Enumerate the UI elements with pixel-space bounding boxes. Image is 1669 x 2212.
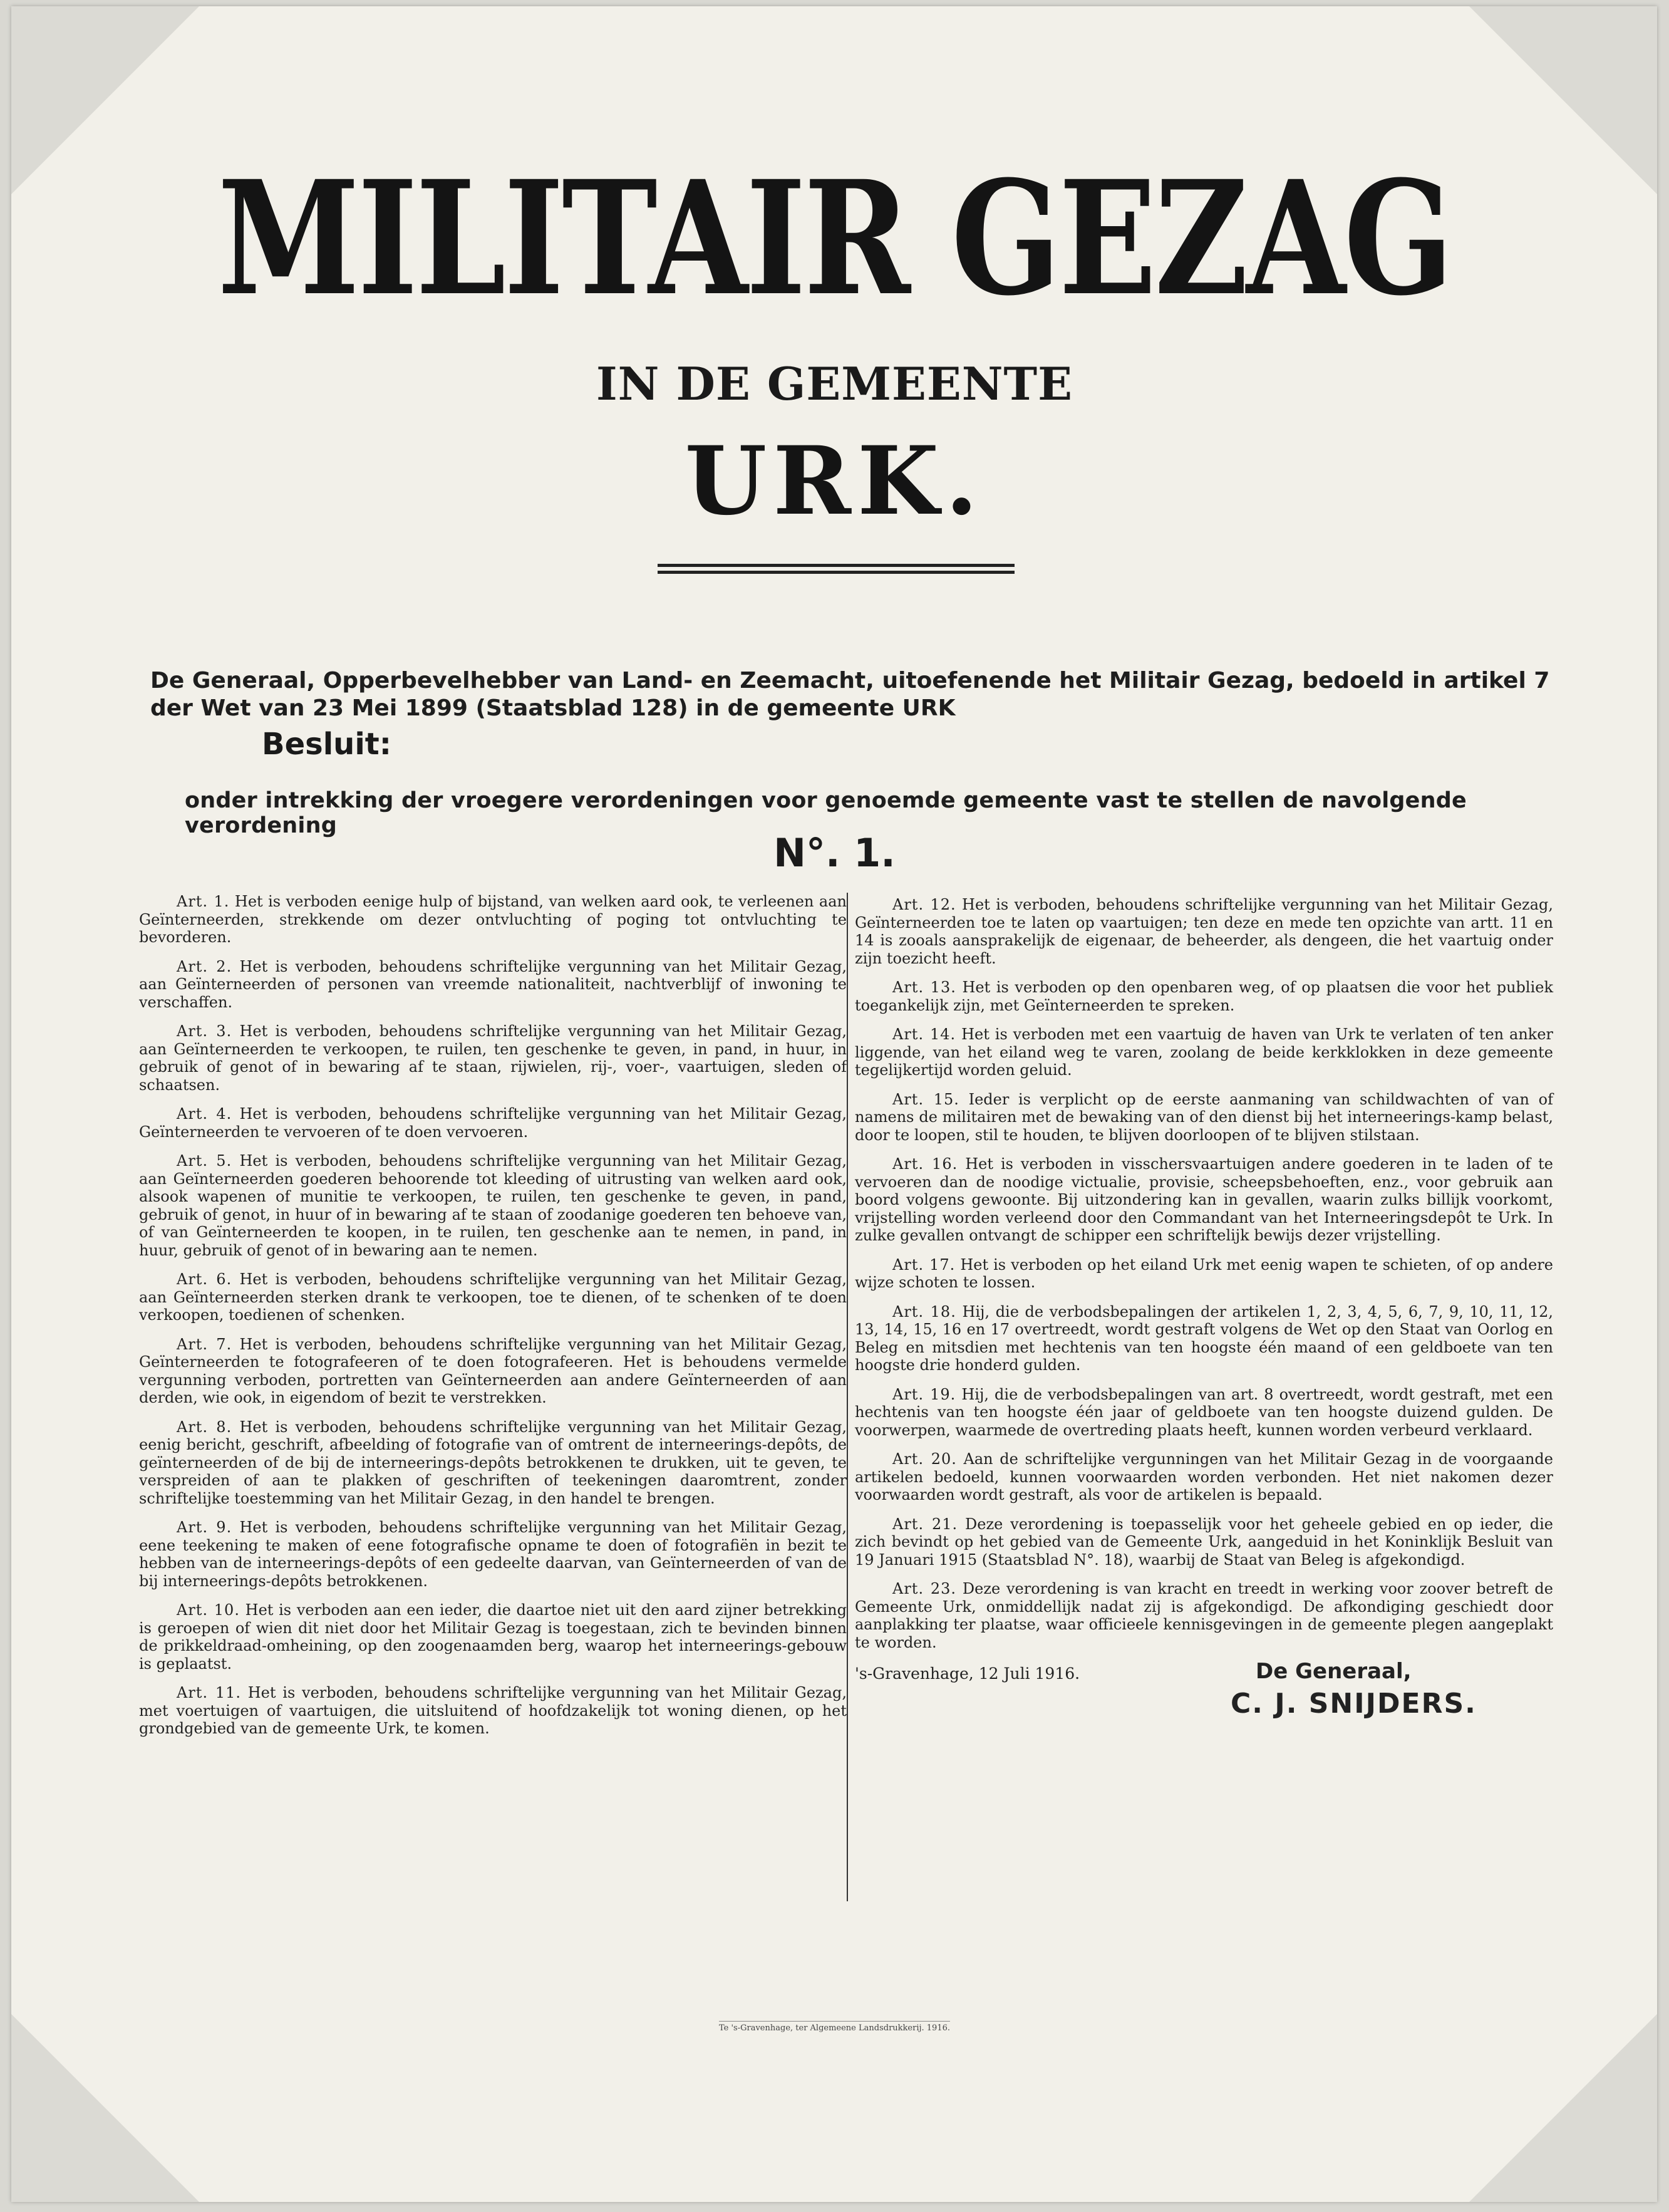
signature-name: C. J. SNIJDERS.	[1231, 1688, 1477, 1720]
article-label: Art. 20.	[892, 1450, 957, 1468]
article-label: Art. 1.	[177, 893, 230, 910]
article	[855, 1155, 1553, 1245]
signature-block	[855, 1659, 1553, 1720]
signature-date: 's-Gravenhage, 12 Juli 1916.	[855, 1664, 1080, 1683]
article-label: Art. 13.	[892, 979, 956, 996]
article	[855, 1303, 1553, 1374]
poster-place: URK.	[685, 426, 984, 536]
article-text: Deze verordening is toepasselijk voor het geheele gebied en op ieder, die zich bevindt op het gebied van de Gemeente Urk, aangeduid in het Koninklijk Besluit van 19 Januari 1915 (Staatsblad N°. 18), waarbij de Staat van Beleg is afgekondigd.	[855, 1515, 1554, 1569]
article-text: Het is verboden op het eiland Urk met eenig wapen te schieten, of op andere wijze schoten te lossen.	[855, 1255, 1553, 1291]
article-text: Het is verboden, behoudens schriftelijke vergunning van het Militair Gezag, Geïnterneerden te vervoeren of te doen vervoeren.	[139, 1105, 847, 1141]
article-label: Art. 16.	[892, 1155, 958, 1173]
article	[139, 1270, 847, 1324]
article	[139, 1105, 847, 1141]
ordinance-number: N°. 1.	[773, 830, 896, 876]
article-text: Het is verboden, behoudens schriftelijke vergunning van het Militair Gezag, aan Geïnterneerden of personen van vreemde nationaliteit, nachtverblijf of inwoning te verschaffen.	[139, 957, 847, 1011]
double-rule-divider	[658, 564, 1015, 574]
article-text: Het is verboden, behoudens schriftelijke vergunning van het Militair Gezag, eenig bericht, geschrift, afbeelding of fotografie van of omtrent de interneerings-depôts, de geïnterneerden of de bij de interneerings-depôts betrokkenen te drukken, uit te geven, te verspreiden of aan te plakken of geschriften of teekeningen daaromtrent, zonder schriftelijke toestemming van het Militair Gezag, in den handel te brengen.	[139, 1418, 847, 1507]
article	[139, 893, 847, 947]
besluit-text: onder intrekking der vroegere verordeningen voor genoemde gemeente vast te stellen de navolgende verordening	[185, 788, 1467, 838]
article-text: Het is verboden op den openbaren weg, of op plaatsen die voor het publiek toegankelijk zijn, met Geïnterneerden te spreken.	[855, 979, 1553, 1014]
article-text: Het is verboden, behoudens schriftelijke vergunning van het Militair Gezag, aan Geïnterneerden te verkoopen, te ruilen, ten geschenke te geven, in pand, in huur, in gebruik of genot of in bewaring af te staan, rijwielen, rij-, voer-, vaartuigen, sleden of schaatsen.	[139, 1022, 847, 1094]
article-label: Art. 10.	[177, 1601, 240, 1619]
printer-text: Te 's-Gravenhage, ter Algemeene Landsdrukkerij. 1916.	[719, 2021, 950, 2033]
article	[855, 1386, 1553, 1440]
article-label: Art. 4.	[177, 1105, 232, 1123]
article	[139, 1418, 847, 1508]
article-text: Het is verboden, behoudens schriftelijke vergunning van het Militair Gezag, met voertuigen of vaartuigen, die uitsluitend of hoofdzakelijk tot woning dienen, op het grondgebied van de gemeente Urk, te komen.	[139, 1684, 847, 1737]
article	[139, 958, 847, 1012]
article-text: Het is verboden eenige hulp of bijstand, van welken aard ook, te verleenen aan Geïnterneerden, strekkende om dezer ontvluchting of poging tot ontvluchting te bevorderen.	[139, 893, 847, 946]
left-article-column	[139, 893, 847, 1749]
intro-paragraph: De Generaal, Opperbevelhebber van Land- en Zeemacht, uitoefenende het Militair Gezag, bedoeld in artikel 7 der Wet van 23 Mei 1899 (Staatsblad 128) in de gemeente URK	[150, 668, 1550, 721]
article	[139, 1336, 847, 1407]
article-label: Art. 18.	[892, 1302, 956, 1321]
article-label: Art. 17.	[892, 1255, 956, 1274]
article-text: Het is verboden, behoudens schriftelijke vergunning van het Militair Gezag, aan Geïnterneerden sterken drank te verkoopen, toe te dienen, of te schenken of te doen verkoopen, toedienen of schenken.	[139, 1270, 847, 1324]
article	[139, 1022, 847, 1094]
article	[855, 1450, 1553, 1504]
article	[139, 1684, 847, 1738]
article-text: Ieder is verplicht op de eerste aanmaning van schildwachten of van of namens de militairen met de bewaking van of den dienst bij het interneerings-kamp belast, door te loopen, stil te houden, te blijven doorloopen of te blijven stilstaan.	[855, 1090, 1553, 1144]
article	[855, 1515, 1553, 1569]
photo-corner	[1469, 2014, 1657, 2202]
article-label: Art. 7.	[177, 1335, 232, 1353]
article-label: Art. 9.	[177, 1519, 232, 1536]
article-label: Art. 15.	[892, 1090, 959, 1108]
article-text: Het is verboden aan een ieder, die daartoe niet uit den aard zijner betrekking is geroepen of wien dit niet door het Militair Gezag is toegestaan, zich te bevinden binnen de prikkeldraad-omheining, op den zoogenaamden berg, waarop het interneerings-gebouw is geplaatst.	[139, 1601, 847, 1673]
article-label: Art. 2.	[177, 957, 232, 975]
poster-title: MILITAIR GEZAG	[217, 146, 1452, 330]
article-text: Het is verboden in visschersvaartuigen andere goederen in te laden of te vervoeren dan de noodige victualie, provisie, scheepsbehoeften, enz., voor gebruik aan boord volgens gewoonte. Bij uitzondering kan in gevallen, waarin zulks billijk voorkomt, vrijstelling worden verleend door den Commandant van het Interneeringsdepôt te Urk. In zulke gevallen ontvangt de schipper een schriftelijk bewijs dezer vrijstelling.	[855, 1155, 1554, 1244]
article-label: Art. 5.	[177, 1152, 232, 1170]
article	[139, 1152, 847, 1259]
besluit-heading: Besluit:	[262, 727, 391, 762]
signature-role: De Generaal,	[1256, 1659, 1412, 1684]
column-divider	[847, 893, 848, 1901]
article-text: Hij, die de verbodsbepalingen der artikelen 1, 2, 3, 4, 5, 6, 7, 9, 10, 11, 12, 13, 14, 15, 16 en 17 overtreedt, wordt gestraft volgens de Wet op den Staat van Oorlog en Beleg en mitsdien met hechtenis van ten hoogste één maand of een geldboete van ten hoogste drie honderd gulden.	[855, 1302, 1554, 1374]
article	[855, 1580, 1553, 1651]
article-text: Het is verboden, behoudens schriftelijke vergunning van het Militair Gezag, aan Geïnterneerden goederen behoorende tot kleeding of uitrusting van welken aard ook, alsook wapenen of munitie te verkoopen, te ruilen, ten geschenke te geven, in pand, gebruik of genot, in huur of in bewaring af te staan of zoodanige goederen ten behoeve van, of van Geïnterneerden te koopen, in te ruilen, ten geschenke aan te nemen, in pand, in huur, gebruik of genot of in bewaring aan te nemen.	[139, 1152, 847, 1259]
article-label: Art. 8.	[177, 1418, 232, 1436]
photo-corner	[11, 2014, 199, 2202]
article-text: Het is verboden, behoudens schriftelijke vergunning van het Militair Gezag, eene teekening te maken of eene fotografische opname te doen of fotografiën in bezit te hebben van de interneerings-depôts of een gedeelte daarvan, van Geïnterneerden of van de bij interneerings-depôts betrokkenen.	[139, 1519, 847, 1590]
article-label: Art. 14.	[892, 1026, 956, 1043]
article-text: Aan de schriftelijke vergunningen van het Militair Gezag in de voorgaande artikelen bedoeld, kunnen voorwaarden worden verbonden. Het niet nakomen dezer voorwaarden wordt gestraft, als voor de artikelen is bepaald.	[855, 1450, 1553, 1503]
article	[139, 1601, 847, 1673]
article-text: Deze verordening is van kracht en treedt in werking voor zoover betreft de Gemeente Urk, onmiddellijk nadat zij is afgekondigd. De afkondiging geschiedt door aanplakking ter plaatse, waar officieele kennisgevingen in de gemeente plegen aangeplakt te worden.	[855, 1580, 1553, 1651]
article-text: Het is verboden, behoudens schriftelijke vergunning van het Militair Gezag, Geïnterneerden te fotografeeren of te doen fotografeeren. Het is behoudens vermelde vergunning verboden, portretten van Geïnterneerden aan andere Geïnterneerden of aan derden, wie ook, in eigendom of bezit te verstrekken.	[139, 1335, 847, 1406]
article-label: Art. 23.	[892, 1580, 957, 1597]
poster-subtitle: IN DE GEMEENTE	[596, 357, 1073, 410]
article-label: Art. 3.	[177, 1022, 232, 1040]
article-label: Art. 11.	[177, 1684, 241, 1701]
article	[855, 1256, 1553, 1292]
article-label: Art. 21.	[892, 1515, 958, 1533]
article-text: Het is verboden, behoudens schriftelijke vergunning van het Militair Gezag, Geïnterneerden toe te laten op vaartuigen; ten deze en mede ten opzichte van artt. 11 en 14 is zooals aansprakelijk de eigenaar, de beheerder, als dengeen, die het vaartuig onder zijn toezicht heeft.	[855, 896, 1553, 967]
article-label: Art. 19.	[892, 1385, 956, 1403]
article	[855, 896, 1553, 967]
right-article-column	[855, 896, 1554, 1720]
article	[855, 1026, 1553, 1079]
article	[855, 1091, 1553, 1145]
article	[855, 979, 1553, 1014]
article	[139, 1519, 847, 1590]
article-label: Art. 12.	[892, 896, 956, 913]
article-text: Het is verboden met een vaartuig de haven van Urk te verlaten of ten anker liggende, van het eiland weg te varen, zoolang de beide kerkklokken in deze gemeente tegelijkertijd worden geluid.	[855, 1026, 1553, 1079]
article-text: Hij, die de verbodsbepalingen van art. 8 overtreedt, wordt gestraft, met een hechtenis van ten hoogste één jaar of geldboete van ten hoogste duizend gulden. De voorwerpen, waarmede de overtreding plaats heeft, kunnen worden verbeurd verklaard.	[855, 1385, 1553, 1439]
printer-imprint	[0, 2023, 1669, 2033]
article-label: Art. 6.	[177, 1270, 232, 1288]
